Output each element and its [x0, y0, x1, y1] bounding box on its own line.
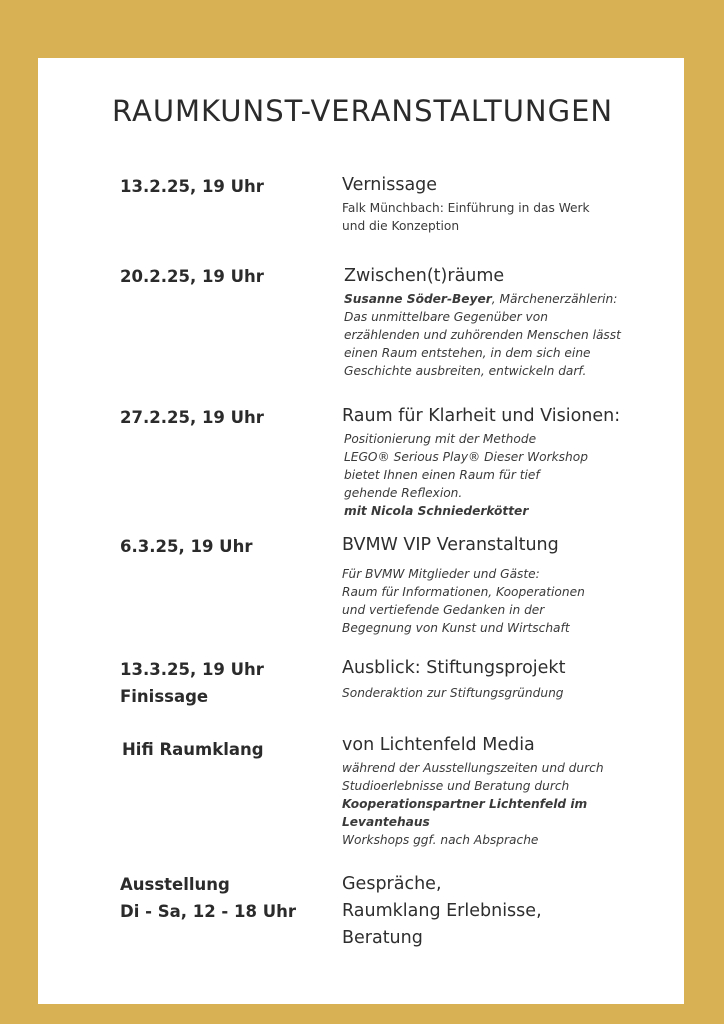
desc-line: Falk Münchbach: Einführung in das Werk: [342, 201, 590, 215]
desc-line: gehende Reflexion.: [344, 486, 463, 500]
event-line: Raumklang Erlebnisse,: [342, 901, 542, 921]
event-line: Beratung: [342, 928, 423, 948]
speaker-role: , Märchenerzählerin:: [491, 292, 618, 306]
desc-line: und die Konzeption: [342, 219, 460, 233]
desc-line: während der Ausstellungszeiten und durch: [342, 761, 604, 775]
event-title: Raum für Klarheit und Visionen:: [342, 406, 621, 426]
event-date-line: Finissage: [120, 687, 209, 706]
event-date: [120, 871, 296, 925]
event-date-line: 13.3.25, 19 Uhr: [120, 660, 264, 679]
host-name: mit Nicola Schniederkötter: [344, 504, 529, 518]
event-description: [342, 759, 672, 849]
desc-line: Raum für Informationen, Kooperationen: [342, 585, 585, 599]
desc-line: erzählenden und zuhörenden Menschen lässt: [344, 328, 621, 342]
event-date-line: Hifi Raumklang: [122, 740, 264, 759]
event-date: [120, 404, 264, 431]
speaker-name: Susanne Söder-Beyer: [344, 292, 492, 306]
event-hifi-raumklang: [342, 735, 672, 849]
event-description: [344, 290, 674, 380]
desc-line: Das unmittelbare Gegenüber von: [344, 310, 548, 324]
event-date: [120, 533, 252, 560]
event-zwischentraeume: [344, 266, 674, 380]
event-ausstellung: [342, 871, 672, 952]
event-date: [120, 173, 264, 200]
event-date-line: 6.3.25, 19 Uhr: [120, 537, 253, 556]
event-title: BVMW VIP Veranstaltung: [342, 535, 559, 555]
event-date: [120, 263, 264, 290]
event-title: Ausblick: Stiftungsprojekt: [342, 658, 566, 678]
event-date: [120, 656, 264, 710]
partner-name: Kooperationspartner Lichtenfeld im: [342, 797, 588, 811]
program-card: [38, 58, 684, 1004]
desc-line: LEGO® Serious Play® Dieser Workshop: [344, 450, 588, 464]
event-description: [342, 199, 672, 235]
event-date-line: 13.2.25, 19 Uhr: [120, 177, 264, 196]
event-date-line: Ausstellung: [120, 875, 230, 894]
desc-line: bietet Ihnen einen Raum für tief: [344, 468, 540, 482]
desc-line: Begegnung von Kunst und Wirtschaft: [342, 621, 570, 635]
desc-line: Workshops ggf. nach Absprache: [342, 833, 539, 847]
event-title: Vernissage: [342, 175, 438, 195]
event-description: [342, 430, 672, 520]
event-title: Zwischen(t)räume: [344, 266, 505, 286]
desc-line: einen Raum entstehen, in dem sich eine: [344, 346, 591, 360]
event-date-line: 27.2.25, 19 Uhr: [120, 408, 264, 427]
event-line: Gespräche,: [342, 874, 442, 894]
desc-line: [344, 290, 674, 308]
desc-line: Für BVMW Mitglieder und Gäste:: [342, 567, 540, 581]
event-description: [342, 684, 672, 702]
event-description: [342, 565, 672, 637]
event-title: von Lichtenfeld Media: [342, 735, 535, 755]
page-title: RAUMKUNST-VERANSTALTUNGEN: [112, 94, 614, 128]
desc-line: und vertiefende Gedanken in der: [342, 603, 545, 617]
event-date-line: 20.2.25, 19 Uhr: [120, 267, 264, 286]
event-stiftungsprojekt: [342, 658, 672, 702]
event-vernissage: [342, 175, 672, 235]
event-date: [122, 736, 264, 763]
event-date-line: Di - Sa, 12 - 18 Uhr: [120, 902, 297, 921]
event-bvmw-vip: [342, 535, 672, 637]
event-klarheit-visionen: [342, 406, 672, 520]
desc-line: Positionierung mit der Methode: [344, 432, 537, 446]
desc-line: Geschichte ausbreiten, entwickeln darf.: [344, 364, 587, 378]
desc-line: Sonderaktion zur Stiftungsgründung: [342, 686, 564, 700]
desc-line: Studioerlebnisse und Beratung durch: [342, 779, 570, 793]
partner-name: Levantehaus: [342, 815, 430, 829]
